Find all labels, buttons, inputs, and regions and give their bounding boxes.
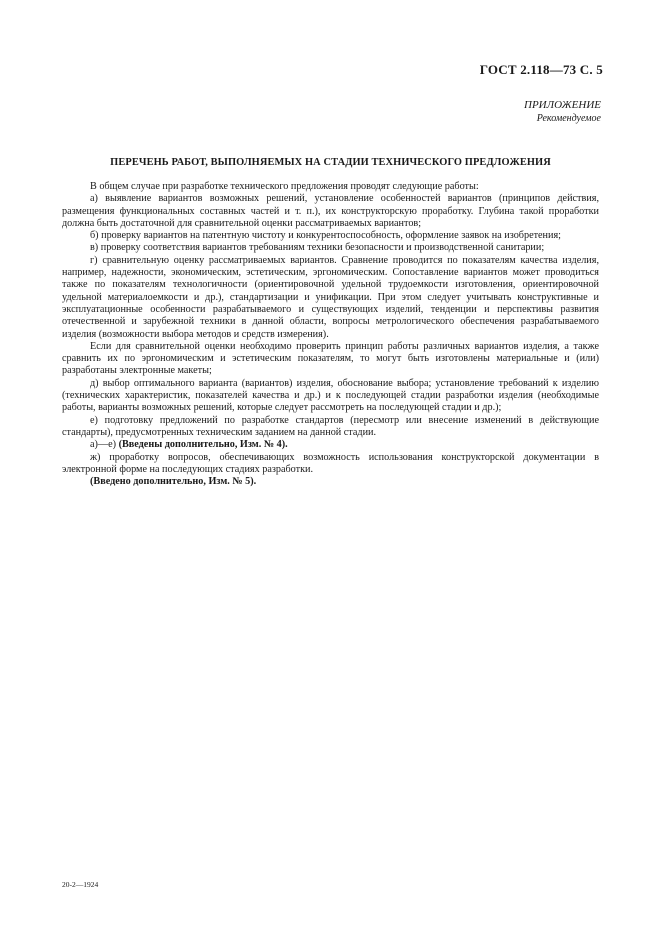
paragraph-amendment-4 bbox=[62, 439, 599, 451]
paragraph-mockups: Если для сравнительной оценки необходимо проверить принцип работы различных вариантов изделия, а также сравнить их по эргономическим и эстетическим показателям, то могут быть изготовлены материальные и (или) разработаны электронные макеты; bbox=[62, 340, 599, 377]
appendix-label: ПРИЛОЖЕНИЕ bbox=[524, 99, 601, 111]
paragraph-item-a: а) выявление вариантов возможных решений, установление особенностей вариантов (принципов действия, размещения функциональных составных частей и т. п.), их конструкторскую проработку. Глубина такой проработки должна быть достаточной для сравнительной оценки рассматриваемых вариантов; bbox=[62, 193, 599, 229]
page-title: ПЕРЕЧЕНЬ РАБОТ, ВЫПОЛНЯЕМЫХ НА СТАДИИ ТЕХНИЧЕСКОГО ПРЕДЛОЖЕНИЯ bbox=[110, 157, 551, 168]
amendment-4-note: (Введены дополнительно, Изм. № 4). bbox=[118, 439, 288, 451]
amendment-5-note: (Введено дополнительно, Изм. № 5). bbox=[90, 476, 257, 488]
paragraph-item-d: д) выбор оптимального варианта (вариантов) изделия, обоснование выбора; установление требований к изделию (технических характеристик, показателей качества и др.) и к последующей стадии разработки изделия (необходимые работы, варианты возможных решений, которые следует рассмотреть на последующей стадии и др.); bbox=[62, 377, 599, 414]
paragraph-item-b: б) проверку вариантов на патентную чистоту и конкурентоспособность, оформление заявок на изобретения; bbox=[90, 230, 561, 242]
paragraph-item-g: г) сравнительную оценку рассматриваемых вариантов. Сравнение проводится по показателям качества изделия, например, надежности, экономическим, эстетическим, эргономическим. Сопоставление вариантов может проводиться также по показателям технологичности (ориентировочной удельной трудоемкости изготовления, ориентировочной удельной материалоемкости и др.), стандартизации и унификации. При этом следует учитывать конструктивные и эксплуатационные особенности разрабатываемого и существующих изделий, тенденции и перспективы развития отечественной и зарубежной техники в данной области, вопросы метрологического обеспечения разрабатываемого изделия (возможности выбора методов и средств измерения). bbox=[62, 254, 599, 340]
appendix-sublabel: Рекомендуемое bbox=[536, 113, 601, 124]
paragraph-intro: В общем случае при разработке технического предложения проводят следующие работы: bbox=[90, 181, 479, 192]
paragraph-item-zh: ж) проработку вопросов, обеспечивающих возможность использования конструкторской документации в электронной форме на последующих стадиях разработки. bbox=[62, 451, 599, 475]
paragraph-item-e: е) подготовку предложений по разработке стандартов (пересмотр или внесение изменений в действующие стандарты), предусмотренных техническим заданием на данной стадии. bbox=[62, 414, 599, 438]
print-code: 20-2—1924 bbox=[62, 880, 99, 889]
document-body bbox=[62, 181, 599, 488]
amendment-4-prefix: а)—е) bbox=[90, 439, 119, 451]
document-header: ГОСТ 2.118—73 С. 5 bbox=[479, 62, 603, 77]
appendix-label-block bbox=[524, 99, 601, 125]
paragraph-item-v: в) проверку соответствия вариантов требованиям техники безопасности и производственной санитарии; bbox=[90, 242, 545, 254]
paragraph-amendment-5 bbox=[62, 476, 599, 488]
